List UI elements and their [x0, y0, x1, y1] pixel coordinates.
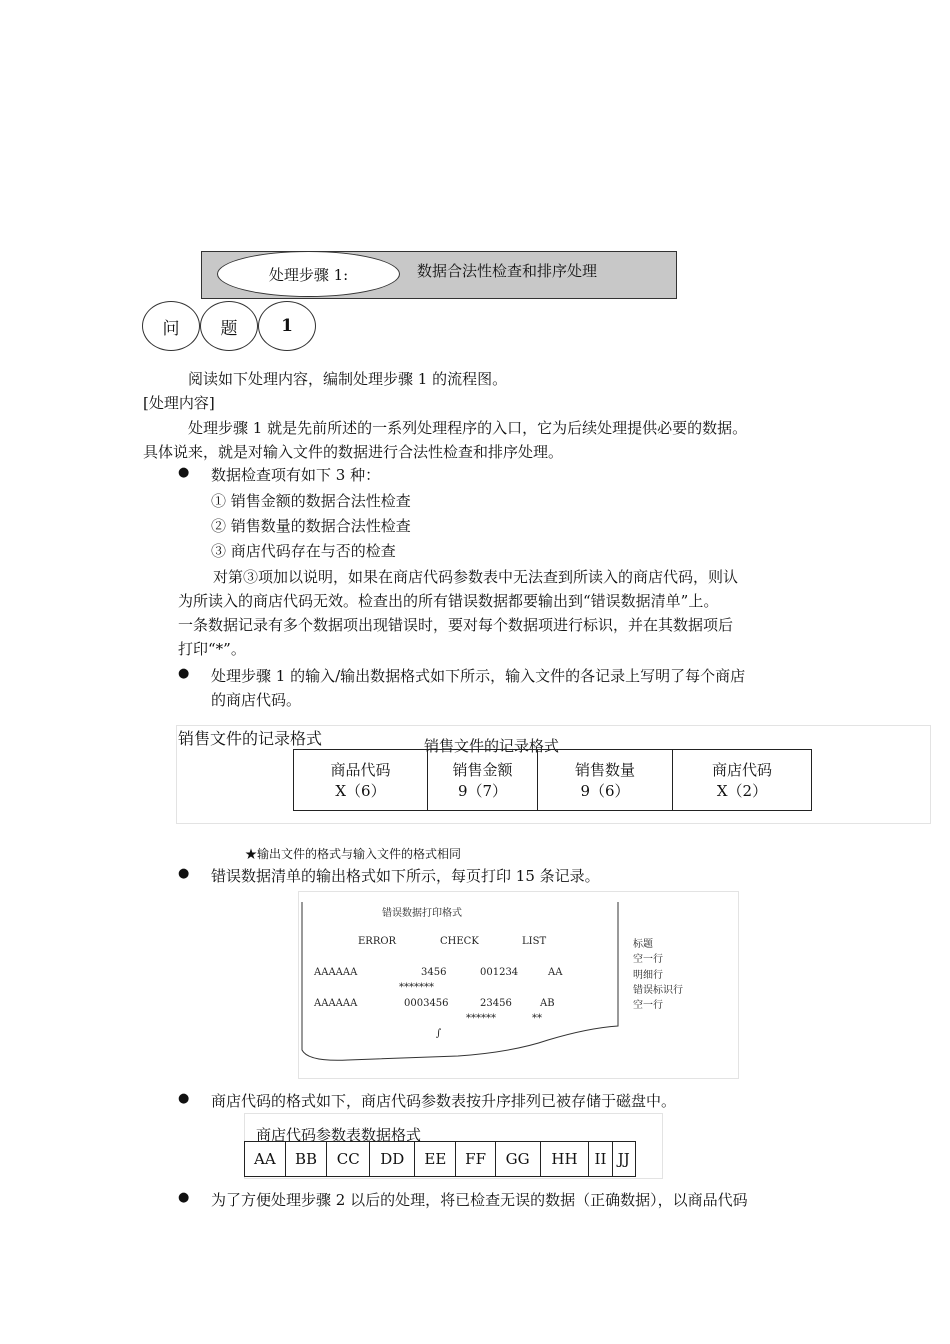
store-code-cell: DD	[370, 1142, 415, 1177]
print-title-word: ERROR	[358, 936, 397, 947]
print-continuation: ∫	[436, 1028, 442, 1039]
sales-column-cell	[294, 750, 428, 811]
print-row2-marks: **	[532, 1013, 542, 1024]
store-code-cell: HH	[540, 1142, 589, 1177]
store-code-cell: FF	[456, 1142, 495, 1177]
column-name: 商店代码	[711, 761, 772, 779]
store-code-cell: AA	[245, 1142, 286, 1177]
bullet-icon: ●	[178, 1091, 190, 1106]
print-row2-cell: AB	[540, 998, 555, 1009]
print-row2-cell: 0003456	[404, 998, 449, 1009]
para2-line3: 一条数据记录有多个数据项出现错误时，要对每个数据项进行标识，并在其数据项后	[178, 616, 734, 634]
column-type: X（2）	[716, 782, 768, 800]
sales-column-cell	[673, 750, 812, 811]
question-char: 题	[220, 318, 238, 339]
check-item-3: ③ 商店代码存在与否的检查	[211, 542, 396, 560]
step-label: 处理步骤 1:	[268, 265, 349, 284]
question-char: 问	[162, 318, 180, 339]
print-legend-item: 空一行	[633, 1000, 663, 1011]
bullet-icon: ●	[178, 866, 190, 881]
print-legend-item: 错误标识行	[633, 985, 683, 996]
print-row1-cell: 3456	[421, 967, 447, 978]
store-code-cell: JJ	[612, 1142, 635, 1177]
bullet1-text: 数据检查项有如下 3 种：	[211, 466, 381, 484]
output-format-note: ★输出文件的格式与输入文件的格式相同	[245, 847, 462, 861]
question-number: 1	[281, 316, 293, 336]
bullet2-line2: 的商店代码。	[211, 691, 302, 709]
question-circle-3	[258, 301, 316, 351]
para1-line2: 具体说来，就是对输入文件的数据进行合法性检查和排序处理。	[143, 443, 564, 461]
column-type: 9（7）	[457, 782, 508, 800]
column-name: 销售数量	[574, 761, 635, 779]
print-paper-outline	[298, 900, 628, 1075]
bullet-icon: ●	[178, 465, 190, 480]
bullet-icon: ●	[178, 666, 190, 681]
sales-column-cell	[428, 750, 538, 811]
bullet4-text: 商店代码的格式如下，商店代码参数表按升序排列已被存储于磁盘中。	[211, 1092, 677, 1110]
column-type: 9（6）	[580, 782, 630, 800]
para2-line1: 对第③项加以说明，如果在商店代码参数表中无法查到所读入的商店代码，则认	[213, 568, 739, 586]
store-code-cell: EE	[415, 1142, 456, 1177]
print-title-word: CHECK	[440, 936, 479, 947]
sales-format-outer-caption: 销售文件的记录格式	[178, 729, 323, 748]
print-legend-item: 标题	[633, 939, 653, 950]
step-label-oval	[217, 251, 400, 297]
question-circle-1	[142, 301, 200, 351]
bullet3-text: 错误数据清单的输出格式如下所示，每页打印 15 条记录。	[211, 867, 600, 885]
check-item-2: ② 销售数量的数据合法性检查	[211, 517, 411, 535]
store-code-cell: CC	[327, 1142, 370, 1177]
print-row2-marks: ******	[466, 1013, 496, 1024]
column-name: 销售金额	[452, 761, 513, 779]
print-row1-marks: *******	[399, 982, 434, 993]
sales-format-table	[293, 749, 812, 811]
print-legend-item: 明细行	[633, 970, 663, 981]
bullet2-line1: 处理步骤 1 的输入/输出数据格式如下所示，输入文件的各记录上写明了每个商店	[211, 667, 746, 685]
store-code-cell: GG	[495, 1142, 540, 1177]
intro-text: 阅读如下处理内容，编制处理步骤 1 的流程图。	[188, 370, 508, 388]
step-title: 数据合法性检查和排序处理	[417, 262, 598, 280]
store-code-cell: II	[589, 1142, 612, 1177]
bullet-icon: ●	[178, 1190, 190, 1205]
store-code-cell: BB	[285, 1142, 326, 1177]
question-circle-2	[200, 301, 258, 351]
print-row1-cell: 001234	[480, 967, 519, 978]
print-row1-cell: AA	[548, 967, 563, 978]
para2-line2: 为所读入的商店代码无效。检查出的所有错误数据都要输出到“错误数据清单”上。	[178, 592, 719, 610]
column-type: X（6）	[335, 782, 386, 800]
section-label: [处理内容]	[143, 394, 215, 412]
print-title-word: LIST	[522, 936, 547, 947]
print-legend-item: 空一行	[633, 954, 663, 965]
sales-column-cell	[538, 750, 673, 811]
print-row2-cell: AAAAAA	[314, 998, 358, 1009]
print-row2-cell: 23456	[480, 998, 512, 1009]
error-print-caption: 错误数据打印格式	[382, 908, 462, 919]
print-row1-cell: AAAAAA	[314, 967, 358, 978]
bullet5-text: 为了方便处理步骤 2 以后的处理，将已检查无误的数据（正确数据），以商品代码	[211, 1191, 748, 1209]
check-item-1: ① 销售金额的数据合法性检查	[211, 492, 411, 510]
column-name: 商品代码	[330, 761, 391, 779]
para2-line4: 打印“*”。	[178, 640, 246, 658]
store-code-caption: 商店代码参数表数据格式	[256, 1126, 422, 1144]
sales-format-inner-caption: 销售文件的记录格式	[424, 737, 560, 755]
para1-line1: 处理步骤 1 就是先前所述的一系列处理程序的入口，它为后续处理提供必要的数据。	[188, 419, 748, 437]
store-code-table	[244, 1141, 636, 1177]
